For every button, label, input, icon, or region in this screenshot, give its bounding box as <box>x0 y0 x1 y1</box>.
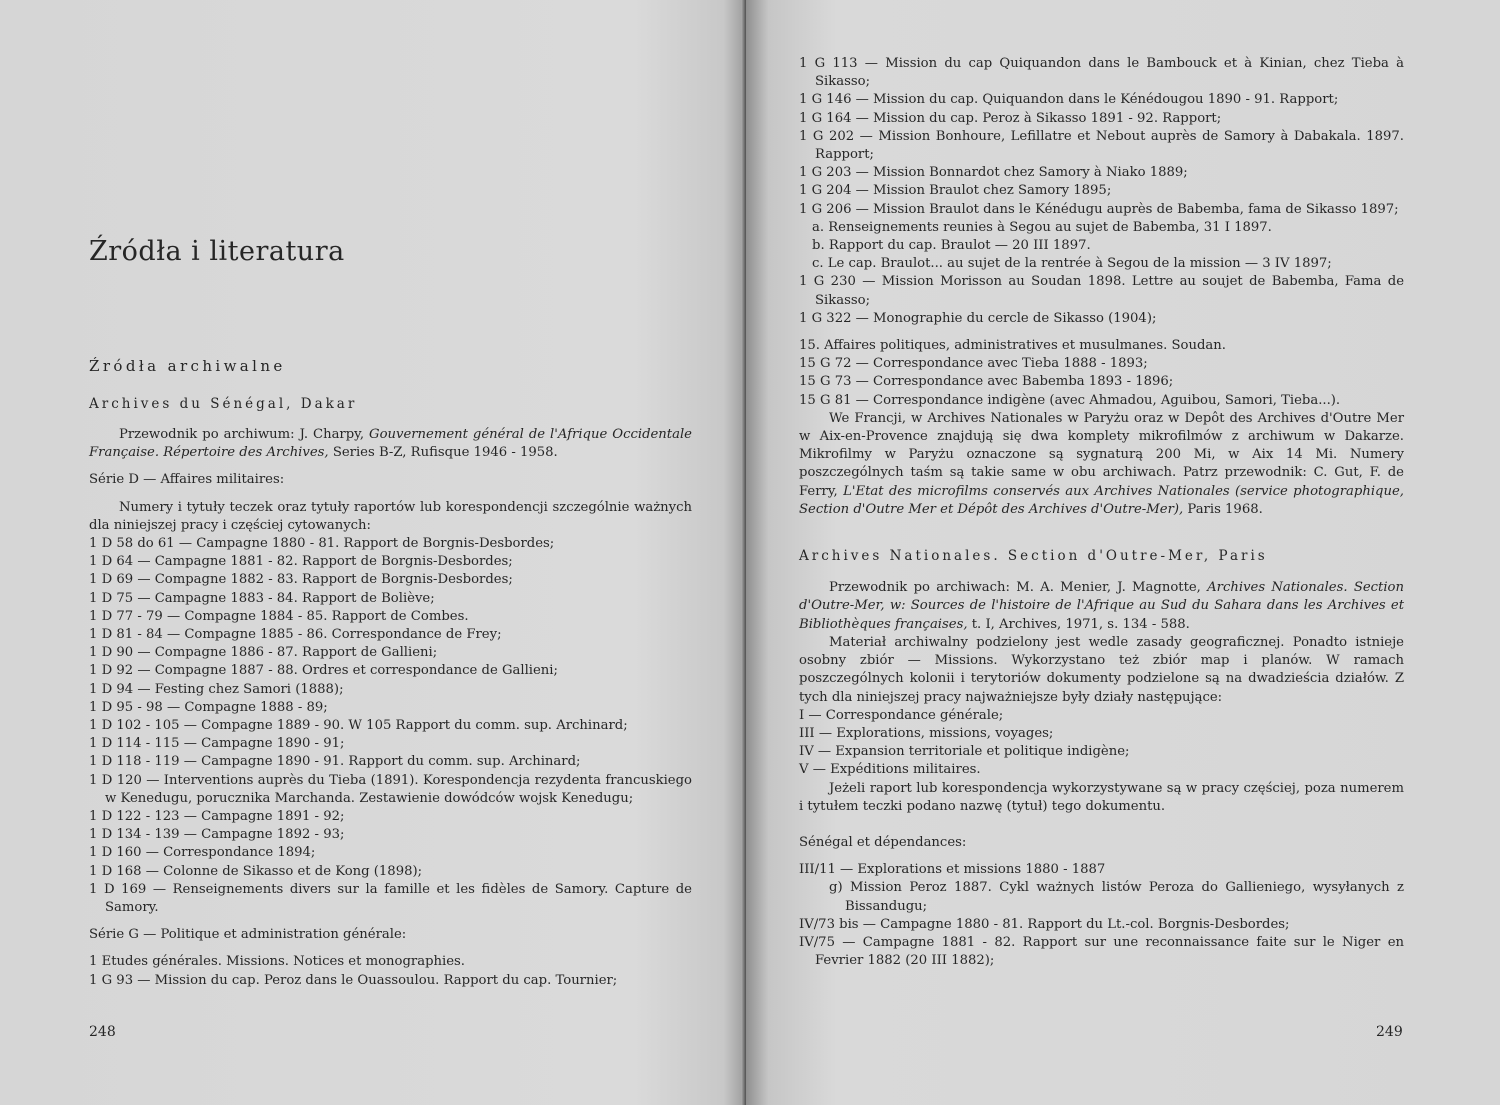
list-item: 1 Etudes générales. Missions. Notices et monographies. <box>89 954 465 970</box>
list-item: V — Expéditions militaires. <box>799 762 981 778</box>
left-page <box>0 0 746 1105</box>
serie-d-list <box>89 535 692 917</box>
list-item: 1 G 146 — Mission du cap. Quiquandon dans le Kénédougou 1890 - 91. Rapport; <box>799 92 1339 108</box>
left-body <box>89 426 692 990</box>
archive-title: Archives du Sénégal, Dakar <box>89 396 358 412</box>
guide-title: Gouvernement général de l'Afrique Occidentale Française. Répertoire des Archives, <box>89 427 692 461</box>
serie-d-intro: Numery i tytuły teczek oraz tytuły raportów lub korespondencji szczególnie ważnych dla niniejszej pracy i częściej cytowanych: <box>89 499 692 533</box>
guide2-title: Archives Nationales. Section d'Outre-Mer, w: Sources de l'histoire de l'Afrique au Sud du Sahara dans les Archives et Bibliothèques françaises, <box>799 580 1404 632</box>
report-paragraph: Jeżeli raport lub korespondencja wykorzystywane są w pracy częściej, poza numerem i tytułem teczki podano nazwę (tytuł) tego dokumentu. <box>799 780 1404 814</box>
list-item: 1 D 95 - 98 — Compagne 1888 - 89; <box>89 699 328 715</box>
list-item: IV — Expansion territoriale et politique indigène; <box>799 744 1130 760</box>
list-item: 15 G 73 — Correspondance avec Babemba 1893 - 1896; <box>799 374 1174 390</box>
right-page <box>746 0 1500 1105</box>
senegal-heading: Sénégal et dépendances: <box>799 834 967 850</box>
serie-g-heading: Série G — Politique et administration générale: <box>89 927 407 943</box>
list-item: 15 G 81 — Correspondance indigène (avec Ahmadou, Aguibou, Samori, Tieba...). <box>799 392 1341 408</box>
list-item: III/11 — Explorations et missions 1880 - 1887 <box>799 862 1106 878</box>
list-item: 1 G 113 — Mission du cap Quiquandon dans le Bambouck et à Kinian, chez Tieba à Sikasso; <box>799 56 1404 90</box>
guide-suffix: Series B-Z, Rufisque 1946 - 1958. <box>328 445 558 461</box>
list-item: 1 D 160 — Correspondance 1894; <box>89 845 316 861</box>
list-item: 1 D 94 — Festing chez Samori (1888); <box>89 681 344 697</box>
list-item: 1 D 69 — Compagne 1882 - 83. Rapport de Borgnis-Desbordes; <box>89 572 513 588</box>
list-item: III — Explorations, missions, voyages; <box>799 725 1054 741</box>
list-item: 1 D 114 - 115 — Campagne 1890 - 91; <box>89 736 345 752</box>
list-item: 1 D 122 - 123 — Campagne 1891 - 92; <box>89 809 345 825</box>
list-item: 1 G 204 — Mission Braulot chez Samory 1895; <box>799 183 1112 199</box>
guide-prefix: Przewodnik po archiwum: J. Charpy, <box>119 427 370 442</box>
list-item: 1 D 102 - 105 — Compagne 1889 - 90. W 105 Rapport du comm. sup. Archinard; <box>89 718 628 734</box>
list-subitem: b. Rapport du cap. Braulot — 20 III 1897. <box>812 238 1091 254</box>
list-item: 1 G 164 — Mission du cap. Peroz à Sikasso 1891 - 92. Rapport; <box>799 110 1222 126</box>
page-number-right: 249 <box>1376 1024 1403 1040</box>
list-item: 1 D 120 — Interventions auprès du Tieba (1891). Korespondencja rezydenta francuskiego w Kenedugu, porucznika Marchanda. Zestawienie dowódców wojsk Kenedugu; <box>89 772 692 806</box>
list-item: 1 G 206 — Mission Braulot dans le Kénédugu auprès de Babemba, fama de Sikasso 1897; <box>799 201 1399 217</box>
microfilm-text: We Francji, w Archives Nationales w Paryżu oraz w Depôt des Archives d'Outre Mer w Aix-en-Provence znajdują się dwa komplety mikrofilmów z archiwum w Dakarze. Mikrofilmy w Paryżu oznaczone są sygnaturą 200 Mi, w Aix 14 Mi. Numery poszczególnych taśm są takie same w obu archiwach. Patrz przewodnik: C. Gut, F. de Ferry, <box>799 410 1404 499</box>
guide2-prefix: Przewodnik po archiwach: M. A. Menier, J. Magnotte, <box>829 580 1208 596</box>
chapter-title: Źródła i literatura <box>89 236 345 267</box>
list-item: 15 G 72 — Correspondance avec Tieba 1888 - 1893; <box>799 356 1148 372</box>
list-item: 1 D 75 — Campagne 1883 - 84. Rapport de Boliève; <box>89 590 435 606</box>
serie-d-heading: Série D — Affaires militaires: <box>89 472 285 488</box>
list-item: 1 D 77 - 79 — Compagne 1884 - 85. Rapport de Combes. <box>89 608 469 624</box>
list-subitem: c. Le cap. Braulot... au sujet de la rentrée à Segou de la mission — 3 IV 1897; <box>812 256 1332 272</box>
microfilm-title: L'Etat des microfilms conservés aux Archives Nationales (service photographique, Section d'Outre Mer et Dépôt des Archives d'Outre-Mer), <box>799 483 1404 517</box>
microfilm-paragraph <box>799 410 1404 519</box>
list-subitem: a. Renseignements reunies à Segou au sujet de Babemba, 31 I 1897. <box>812 219 1272 235</box>
material-paragraph: Materiał archiwalny podzielony jest wedle zasady geograficznej. Ponadto istnieje osobny zbiór — Missions. Wykorzystano też zbiór map i planów. W ramach poszczególnych kolonii i terytoriów dokumenty podzielone są na dwadzieścia działów. Z tych dla niniejszej pracy najważniejsze były działy następujące: <box>799 634 1404 705</box>
list-item: 1 G 93 — Mission du cap. Peroz dans le Ouassoulou. Rapport du cap. Tournier; <box>89 972 618 988</box>
list-subitem: g) Mission Peroz 1887. Cykl ważnych listów Peroza do Gallieniego, wysyłanych z Bissandugu; <box>829 880 1404 914</box>
list-item: 1 D 81 - 84 — Compagne 1885 - 86. Correspondance de Frey; <box>89 627 502 643</box>
list-item: 1 G 202 — Mission Bonhoure, Lefillatre et Nebout auprès de Samory à Dabakala. 1897. Rapport; <box>799 128 1404 163</box>
guide2-paragraph <box>799 579 1404 634</box>
list-item: IV/75 — Campagne 1881 - 82. Rapport sur une reconnaissance faite sur le Niger en Fevrier 1882 (20 III 1882); <box>799 934 1404 969</box>
right-body <box>799 55 1404 970</box>
section-title: Źródła archiwalne <box>89 357 286 375</box>
list-item: 1 D 134 - 139 — Campagne 1892 - 93; <box>89 827 345 843</box>
list-item: I — Correspondance générale; <box>799 707 1004 723</box>
microfilm-suffix: Paris 1968. <box>1183 501 1263 517</box>
list-item: 1 D 168 — Colonne de Sikasso et de Kong (1898); <box>89 863 423 879</box>
guide-paragraph <box>89 426 692 462</box>
list-item: IV/73 bis — Campagne 1880 - 81. Rapport du Lt.-col. Borgnis-Desbordes; <box>799 916 1290 932</box>
page-number-left: 248 <box>89 1024 116 1040</box>
section-15-heading: 15. Affaires politiques, administratives et musulmanes. Soudan. <box>799 338 1226 354</box>
list-item: 1 D 90 — Compagne 1886 - 87. Rapport de Gallieni; <box>89 645 438 661</box>
guide2-suffix: t. I, Archives, 1971, s. 134 - 588. <box>967 616 1190 632</box>
list-item: 1 D 118 - 119 — Campagne 1890 - 91. Rapport du comm. sup. Archinard; <box>89 754 581 770</box>
list-item: 1 D 58 do 61 — Campagne 1880 - 81. Rapport de Borgnis-Desbordes; <box>89 536 555 552</box>
list-item: 1 D 92 — Compagne 1887 - 88. Ordres et correspondance de Gallieni; <box>89 663 558 679</box>
list-item: 1 D 64 — Campagne 1881 - 82. Rapport de Borgnis-Desbordes; <box>89 554 513 570</box>
archive2-title: Archives Nationales. Section d'Outre-Mer, Paris <box>799 548 1268 565</box>
list-item: 1 G 203 — Mission Bonnardot chez Samory à Niako 1889; <box>799 165 1188 181</box>
list-item: 1 G 230 — Mission Morisson au Soudan 1898. Lettre au soujet de Babemba, Fama de Sikasso; <box>799 274 1404 308</box>
list-item: 1 G 322 — Monographie du cercle de Sikasso (1904); <box>799 310 1157 326</box>
list-item: 1 D 169 — Renseignements divers sur la famille et les fidèles de Samory. Capture de Samory. <box>89 881 692 916</box>
